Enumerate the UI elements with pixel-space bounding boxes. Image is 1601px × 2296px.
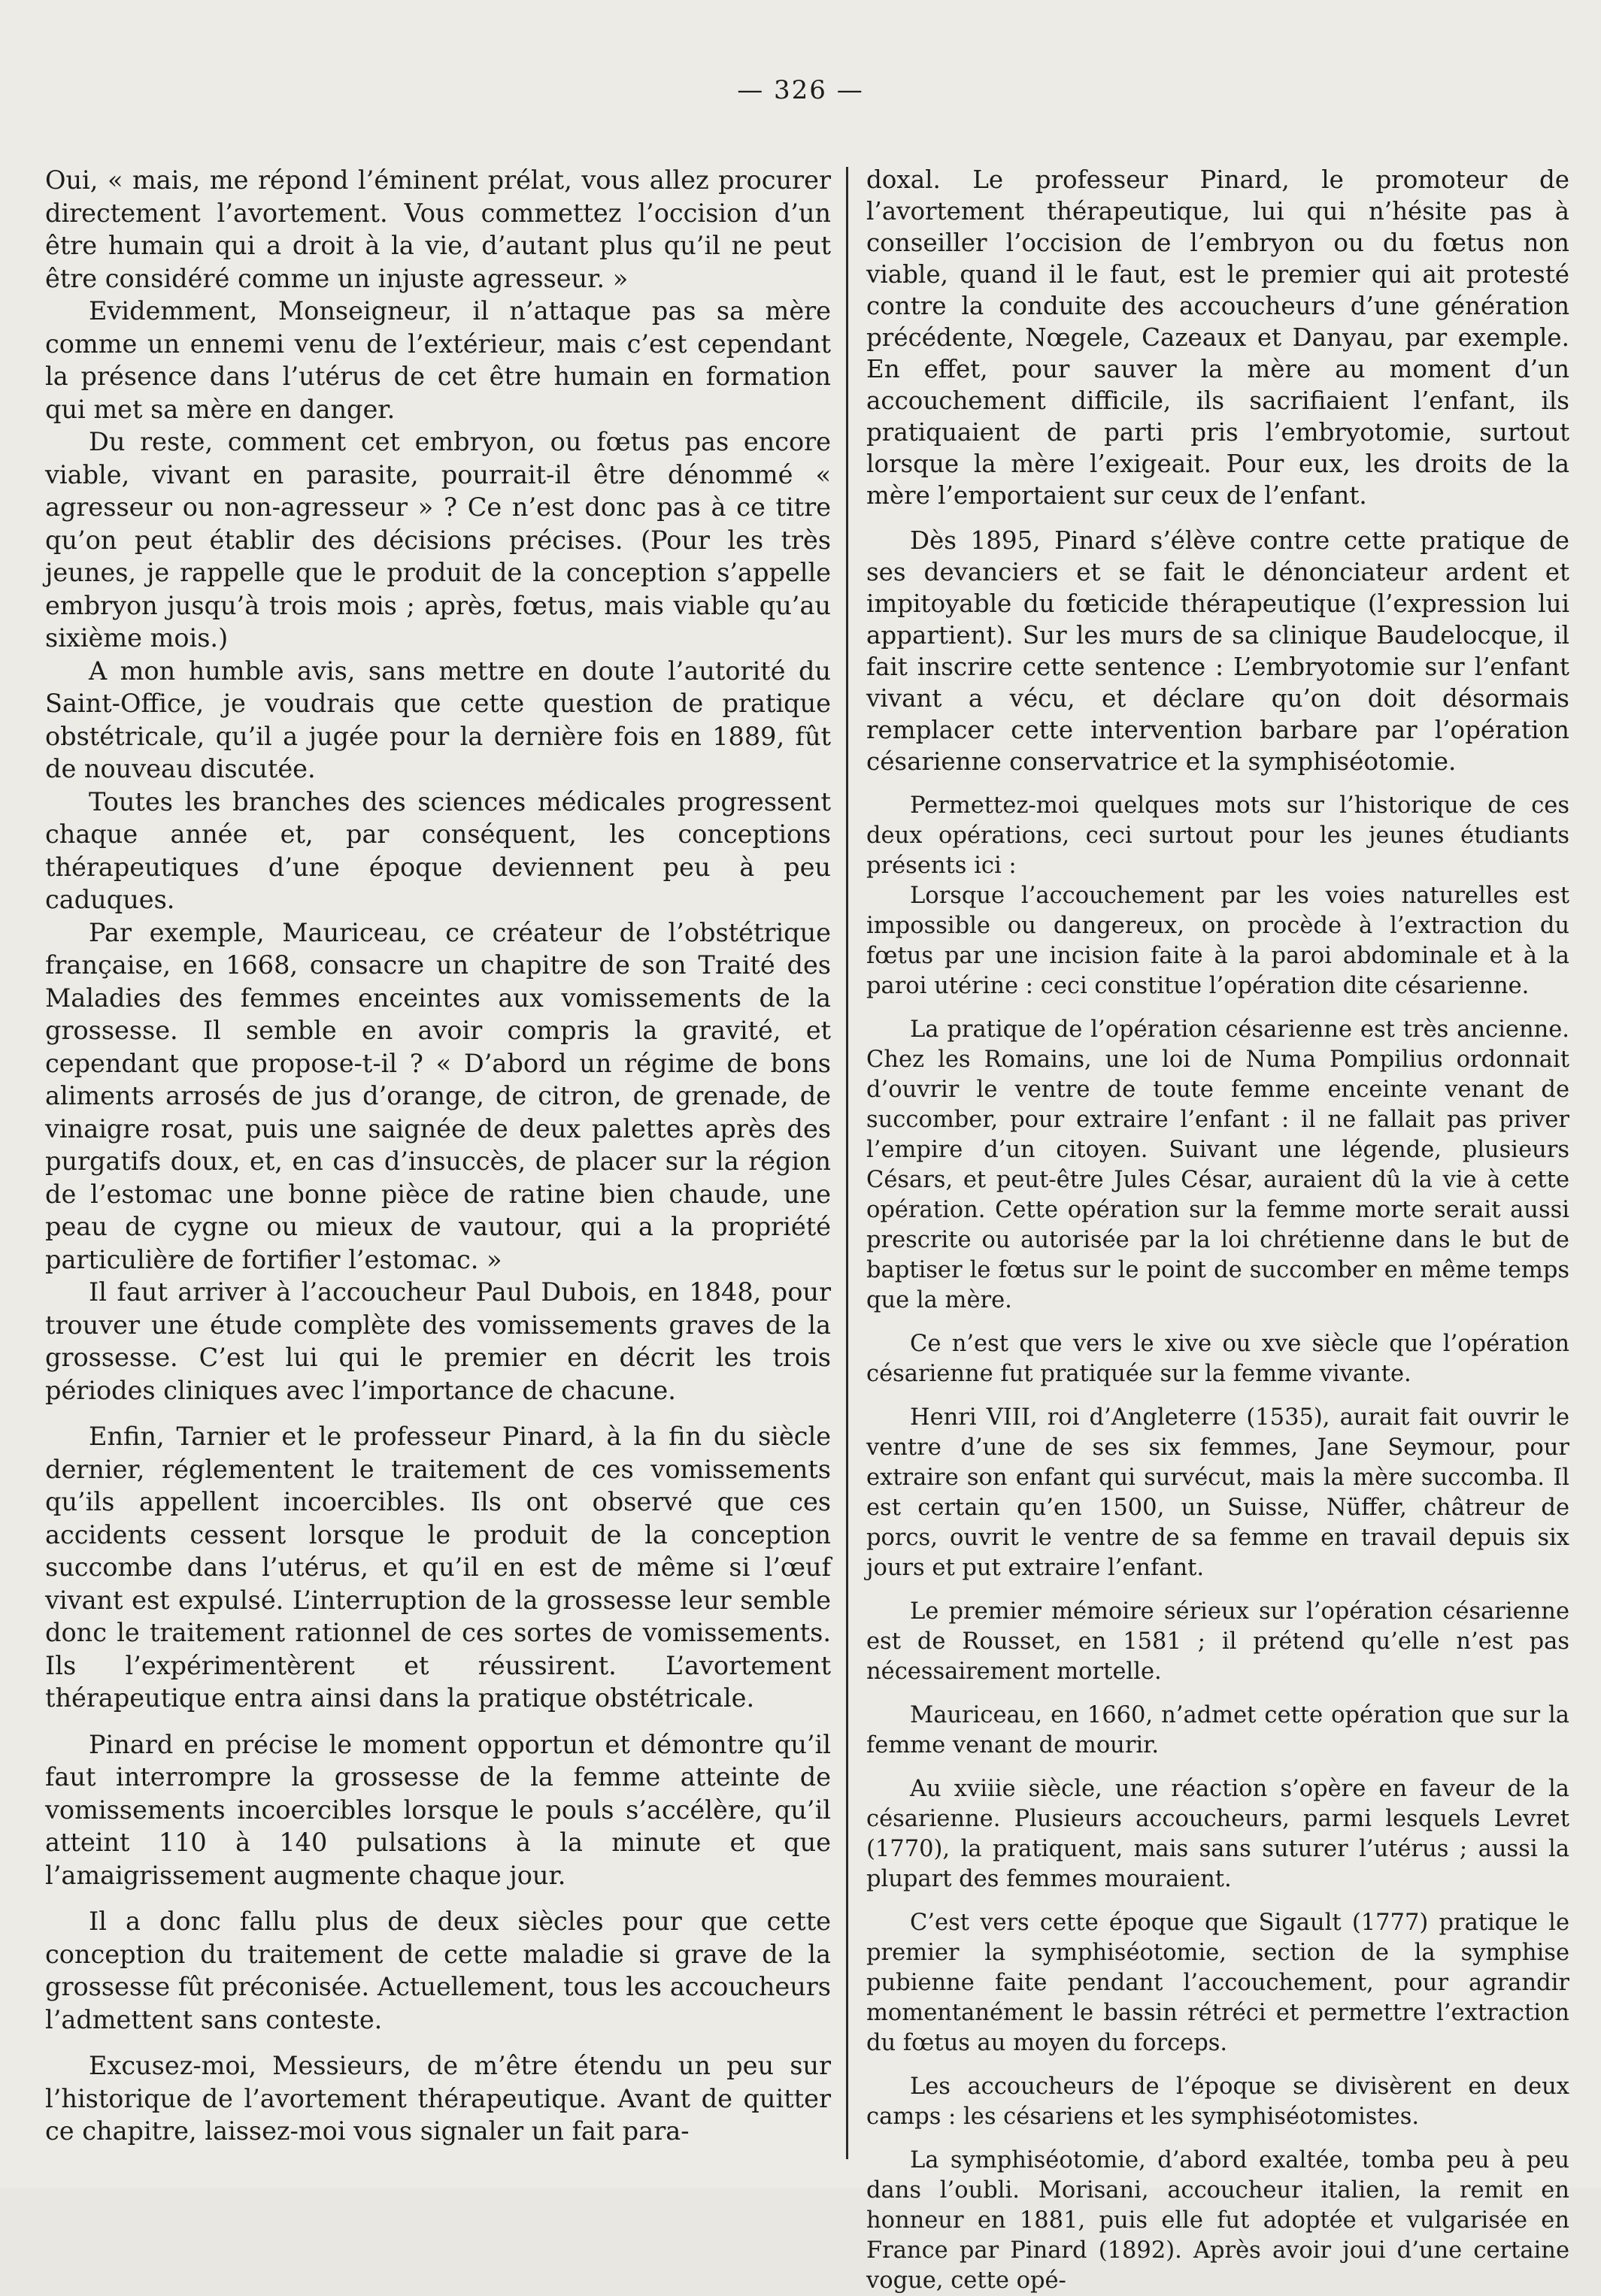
paragraph: Oui, « mais, me répond l’éminent prélat, vous allez procurer directement l’avortement. Vous commettez l’occision d’un être humain qui a droit à la vie, d’autant plus qu’il ne peut être considéré comme un injuste agresseur. » [45,165,831,293]
paragraph: Dès 1895, Pinard s’élève contre cette pratique de ses devanciers et se fait le dénonciateur ardent et impitoyable du fœticide thérapeutique (l’expression lui appartient). Sur les murs de sa clinique Baudelocque, il fait inscrire cette sentence : L’embryotomie sur l’enfant vivant a vécu, et déclare qu’on doit désormais remplacer cette intervention barbare par l’opération césarienne conservatrice et la symphiséotomie. [866,526,1569,776]
paragraph: La symphiséotomie, d’abord exaltée, tomba peu à peu dans l’oubli. Morisani, accoucheur italien, la remit en honneur en 1881, puis elle fut adoptée et vulgarisée en France par Pinard (1892). Après avoir joui d’une certaine vogue, cette opé- [866,2147,1569,2294]
paragraph: Pinard en précise le moment opportun et démontre qu’il faut interrompre la grossesse de la femme atteinte de vomissements incoercibles lorsque le pouls s’accélère, qu’il atteint 110 à 140 pulsations à la minute et que l’amaigrissement augmente chaque jour. [45,1729,831,1890]
paragraph: Excusez-moi, Messieurs, de m’être étendu un peu sur l’historique de l’avortement thérapeutique. Avant de quitter ce chapitre, laissez-moi vous signaler un fait para- [45,2051,831,2146]
column-divider [846,167,848,2159]
paragraph: Les accoucheurs de l’époque se divisèrent en deux camps : les césariens et les symphiséotomistes. [866,2073,1569,2130]
paragraph: Permettez-moi quelques mots sur l’historique de ces deux opérations, ceci surtout pour les jeunes étudiants présents ici : [866,792,1569,879]
paragraph: Evidemment, Monseigneur, il n’attaque pas sa mère comme un ennemi venu de l’extérieur, mais c’est cependant la présence dans l’utérus de cet être humain en formation qui met sa mère en danger. [45,296,831,424]
paragraph: Au xviiie siècle, une réaction s’opère en faveur de la césarienne. Plusieurs accoucheurs, parmi lesquels Levret (1770), la pratiquent, mais sans suturer l’utérus ; aussi la plupart des femmes mouraient. [866,1776,1569,1892]
paragraph: A mon humble avis, sans mettre en doute l’autorité du Saint-Office, je voudrais que cette question de pratique obstétricale, qu’il a jugée pour la dernière fois en 1889, fût de nouveau discutée. [45,656,831,783]
paragraph: C’est vers cette époque que Sigault (1777) pratique le premier la symphiséotomie, section de la symphise pubienne faite pendant l’accouchement, pour agrandir momentanément le bassin rétréci et permettre l’extraction du fœtus au moyen du forceps. [866,1910,1569,2056]
paragraph: Par exemple, Mauriceau, ce créateur de l’obstétrique française, en 1668, consacre un chapitre de son Traité des Maladies des femmes enceintes aux vomissements de la grossesse. Il semble en avoir compris la gravité, et cependant que propose-t-il ? « D’abord un régime de bons aliments arrosés de jus d’orange, de citron, de grenade, de vinaigre rosat, puis une saignée de deux palettes après des purgatifs doux, et, en cas d’insuccès, de placer sur la région de l’estomac une bonne pièce de ratine bien chaude, une peau de cygne ou mieux de vautour, qui a la propriété particulière de fortifier l’estomac. » [45,917,831,1274]
paragraph: doxal. Le professeur Pinard, le promoteur de l’avortement thérapeutique, lui qui n’hésite pas à conseiller l’occision de l’embryon ou du fœtus non viable, quand il le faut, est le premier qui ait protesté contre la conduite des accoucheurs d’une génération précédente, Nœgele, Cazeaux et Danyau, par exemple. En effet, pour sauver la mère au moment d’un accouchement difficile, ils sacrifiaient l’enfant, ils pratiquaient de parti pris l’embryotomie, surtout lorsque la mère l’exigeait. Pour eux, les droits de la mère l’emportaient sur ceux de l’enfant. [866,165,1569,510]
paragraph: Du reste, comment cet embryon, ou fœtus pas encore viable, vivant en parasite, pourrait-il être dénommé « agresseur ou non-agresseur » ? Ce n’est donc pas à ce titre qu’on peut établir des décisions précises. (Pour les très jeunes, je rappelle que le produit de la conception s’appelle embryon jusqu’à trois mois ; après, fœtus, mais viable qu’au sixième mois.) [45,427,831,653]
left-column [45,164,831,2148]
paragraph: Il a donc fallu plus de deux siècles pour que cette conception du traitement de cette maladie si grave de la grossesse fût préconisée. Actuellement, tous les accoucheurs l’admettent sans conteste. [45,1907,831,2034]
page-number: — 326 — [737,75,864,105]
paragraph: Mauriceau, en 1660, n’admet cette opération que sur la femme venant de mourir. [866,1702,1569,1758]
paragraph: La pratique de l’opération césarienne est très ancienne. Chez les Romains, une loi de Numa Pompilius ordonnait d’ouvrir le ventre de toute femme enceinte venant de succomber, pour extraire l’enfant : il ne fallait pas priver l’empire d’un citoyen. Suivant une légende, plusieurs Césars, et peut-être Jules César, auraient dû la vie à cette opération. Cette opération sur la femme morte serait aussi prescrite ou autorisée par la loi chrétienne dans le but de baptiser le fœtus sur le point de succomber en même temps que la mère. [866,1016,1569,1313]
right-column [866,164,1569,2296]
paragraph: Enfin, Tarnier et le professeur Pinard, à la fin du siècle dernier, réglementent le traitement de ces vomissements qu’ils appellent incoercibles. Ils ont observé que ces accidents cessent lorsque le produit de la conception succombe dans l’utérus, et qu’il en est de même si l’œuf vivant est expulsé. L’interruption de la grossesse leur semble donc le traitement rationnel de ces sortes de vomissements. Ils l’expérimentèrent et réussirent. L’avortement thérapeutique entra ainsi dans la pratique obstétricale. [45,1422,831,1713]
paragraph: Il faut arriver à l’accoucheur Paul Dubois, en 1848, pour trouver une étude complète des vomissements graves de la grossesse. C’est lui qui le premier en décrit les trois périodes cliniques avec l’importance de chacune. [45,1277,831,1405]
paragraph: Henri VIII, roi d’Angleterre (1535), aurait fait ouvrir le ventre d’une de ses six femmes, Jane Seymour, pour extraire son enfant qui survécut, mais la mère succomba. Il est certain qu’en 1500, un Suisse, Nüffer, châtreur de porcs, ouvrit le ventre de sa femme en travail depuis six jours et put extraire l’enfant. [866,1404,1569,1581]
paragraph: Toutes les branches des sciences médicales progressent chaque année et, par conséquent, les conceptions thérapeutiques d’une époque deviennent peu à peu caduques. [45,786,831,914]
paragraph: Le premier mémoire sérieux sur l’opération césarienne est de Rousset, en 1581 ; il prétend qu’elle n’est pas nécessairement mortelle. [866,1598,1569,1685]
paragraph: Lorsque l’accouchement par les voies naturelles est impossible ou dangereux, on procède à l’extraction du fœtus par une incision faite à la paroi abdominale et à la paroi utérine : ceci constitue l’opération dite césarienne. [866,883,1569,999]
paragraph: Ce n’est que vers le xive ou xve siècle que l’opération césarienne fut pratiquée sur la femme vivante. [866,1331,1569,1387]
